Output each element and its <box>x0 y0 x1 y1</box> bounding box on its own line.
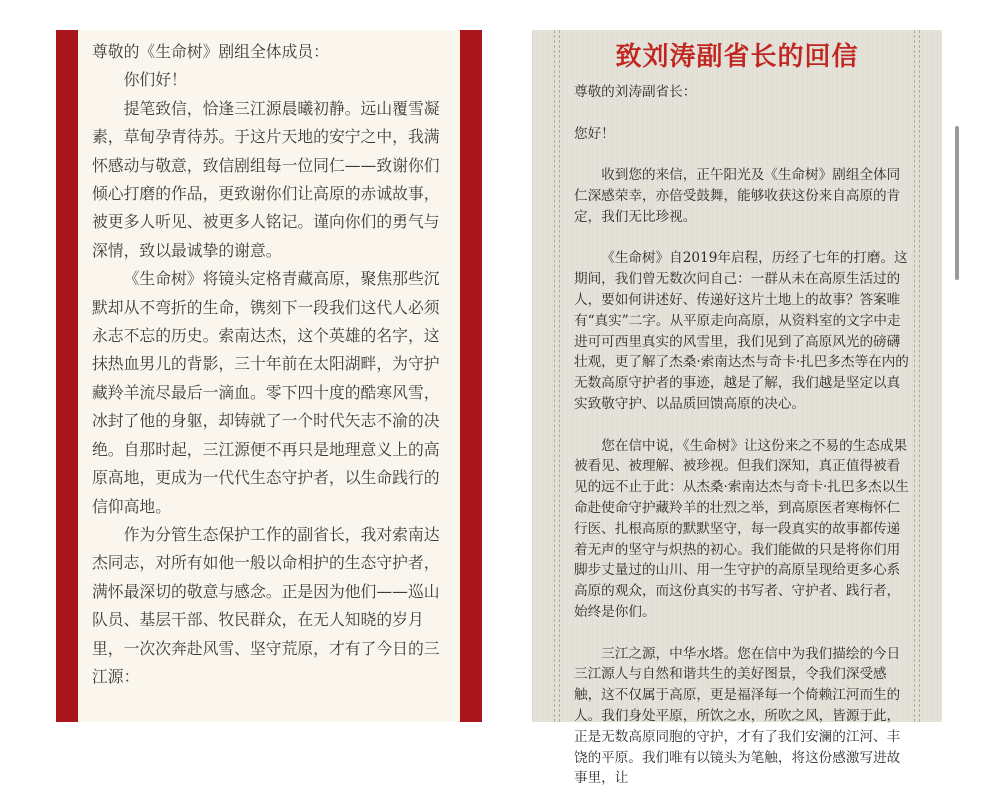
right-letter-paragraph: 《生命树》自2019年启程，历经了七年的打磨。这期间，我们曾无数次问自己：一群从未在高原生活过的人，要如何讲述好、传递好这片土地上的故事？答案唯有“真实”二字。从平原走向高原，从资料室的文字中走进可可西里真实的风雪里，我们见到了高原风光的磅礴壮观，更了解了杰桑·索南达杰与奇卡·扎巴多杰等在内的无数高原守护者的事迹，越是了解，我们越是坚定以真实致敬守护、以品质回馈高原的决心。 <box>574 250 909 412</box>
right-letter-paragraph: 三江之源，中华水塔。您在信中为我们描绘的今日三江源人与自然和谐共生的美好图景，令我们深受感触，这不仅属于高原，更是福泽每一个倚赖江河而生的人。我们身处平原，所饮之水，所吹之风，皆源于此，正是无数高原同胞的守护，才有了我们安澜的江河、丰饶的平原。我们唯有以镜头为笔触，将这份感激写进故事里，让 <box>574 645 901 787</box>
right-border-rule <box>914 30 915 722</box>
left-letter-greeting: 你们好！ <box>123 70 187 90</box>
right-border-rule <box>919 30 920 722</box>
right-letter-paragraph: 收到您的来信，正午阳光及《生命树》剧组全体同仁深感荣幸，亦倍受鼓舞，能够收获这份来自高原的肯定，我们无比珍视。 <box>574 167 901 225</box>
left-letter-paragraph: 提笔致信，恰逢三江源晨曦初静。远山覆雪凝素，草甸孕青待苏。于这片天地的安宁之中，我满怀感动与敬意，致信剧组每一位同仁——致谢你们倾心打磨的作品，更致谢你们让高原的赤诚故事，被更多人听见、被更多人铭记。谨向你们的勇气与深情，致以最诚挚的谢意。 <box>92 98 440 260</box>
right-letter-title: 致刘涛副省长的回信 <box>615 42 859 72</box>
left-letter-paragraph: 《生命树》将镜头定格青藏高原，聚焦那些沉默却从不弯折的生命，镌刻下一段我们这代人必须永志不忘的历史。索南达杰，这个英雄的名字，这抹热血男儿的背影，三十年前在太阳湖畔，为守护藏羚羊流尽最后一滴血。零下四十度的酷寒风雪，冰封了他的身躯，却铸就了一个时代矢志不渝的决绝。自那时起，三江源便不再只是地理意义上的高原高地，更成为一代代生态守护者，以生命践行的信仰高地。 <box>92 269 440 516</box>
left-border-rule <box>559 30 560 722</box>
right-letter-body <box>574 82 910 810</box>
scrollbar-thumb[interactable] <box>955 126 959 280</box>
right-letter-greeting: 您好！ <box>574 125 615 142</box>
left-border-rule <box>554 30 555 722</box>
left-letter-body <box>92 38 444 691</box>
left-letter-paper <box>78 30 460 722</box>
left-letter-panel <box>56 30 482 722</box>
left-letter-salutation: 尊敬的《生命树》剧组全体成员： <box>92 42 329 61</box>
right-letter-paragraph: 您在信中说，《生命树》让这份来之不易的生态成果被看见、被理解、被珍视。但我们深知，真正值得被看见的远不止于此：从杰桑·索南达杰与奇卡·扎巴多杰以生命赴使命守护藏羚羊的壮烈之举，到高原医者寒梅怀仁行医、扎根高原的默默坚守，每一段真实的故事都传递着无声的坚守与炽热的初心。我们能做的只是将你们用脚步丈量过的山川、用一生守护的高原呈现给更多心系高原的观众，而这份真实的书写者、守护者、践行者，始终是你们。 <box>574 437 909 620</box>
left-letter-paragraph: 作为分管生态保护工作的副省长，我对索南达杰同志，对所有如他一般以命相护的生态守护者，满怀最深切的敬意与感念。正是因为他们——巡山队员、基层干部、牧民群众，在无人知晓的岁月里，一次次奔赴风雪、坚守荒原，才有了今日的三江源： <box>92 524 440 686</box>
right-letter-salutation: 尊敬的刘涛副省长： <box>574 84 697 100</box>
right-letter-panel <box>532 30 942 787</box>
